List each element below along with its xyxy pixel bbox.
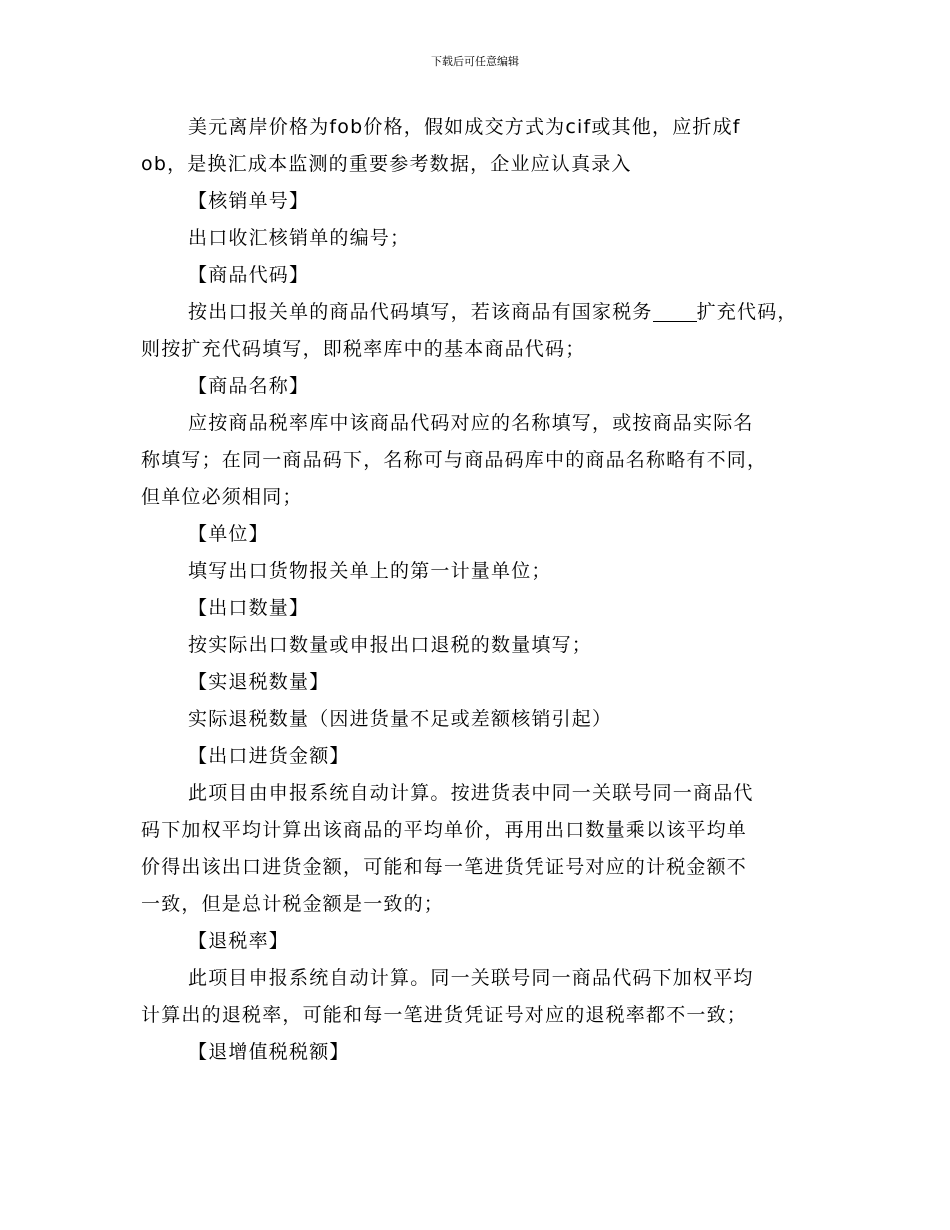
paragraph-line: 出口收汇核销单的编号； xyxy=(188,227,411,249)
section-heading: 【退增值税税额】 xyxy=(188,1041,350,1063)
blank-underline xyxy=(653,301,697,322)
section-heading: 【出口数量】 xyxy=(188,597,310,619)
paragraph-line: 此项目由申报系统自动计算。按进货表中同一关联号同一商品代 xyxy=(188,782,754,804)
section-heading: 【商品名称】 xyxy=(188,375,310,397)
section-heading: 【核销单号】 xyxy=(188,190,310,212)
paragraph-text: 扩充代码， xyxy=(696,301,798,323)
paragraph-line: 称填写；在同一商品码下，名称可与商品码库中的商品名称略有不同， xyxy=(141,449,768,471)
paragraph-line: 价得出该出口进货金额，可能和每一笔进货凭证号对应的计税金额不 xyxy=(141,856,748,878)
section-heading: 【实退税数量】 xyxy=(188,671,330,693)
paragraph-line: 填写出口货物报关单上的第一计量单位； xyxy=(188,560,552,582)
paragraph-line: 实际退税数量（因进货量不足或差额核销引起） xyxy=(188,708,613,730)
paragraph-line: 则按扩充代码填写，即税率库中的基本商品代码； xyxy=(141,338,586,360)
paragraph-line: 按实际出口数量或申报出口退税的数量填写； xyxy=(188,634,593,656)
section-heading: 【商品代码】 xyxy=(188,264,310,286)
document-body xyxy=(141,109,813,1071)
paragraph-line: 码下加权平均计算出该商品的平均单价，再用出口数量乘以该平均单 xyxy=(141,819,748,841)
paragraph-line: 应按商品税率库中该商品代码对应的名称填写，或按商品实际名 xyxy=(188,412,754,434)
paragraph-line: 一致，但是总计税金额是一致的； xyxy=(141,893,445,915)
paragraph-line: 但单位必须相同； xyxy=(141,486,303,508)
paragraph-line: 此项目申报系统自动计算。同一关联号同一商品代码下加权平均 xyxy=(188,967,754,989)
paragraph-line: 美元离岸价格为fob价格，假如成交方式为cif或其他，应折成f xyxy=(188,116,741,138)
section-heading: 【单位】 xyxy=(188,523,269,545)
paragraph-text: 按出口报关单的商品代码填写，若该商品有国家税务 xyxy=(188,301,653,323)
paragraph-line xyxy=(141,294,813,331)
section-heading: 【出口进货金额】 xyxy=(188,745,350,767)
page-header: 下载后可任意编辑 xyxy=(431,55,519,68)
paragraph-line: ob，是换汇成本监测的重要参考数据，企业应认真录入 xyxy=(141,153,632,175)
section-heading: 【退税率】 xyxy=(188,930,290,952)
paragraph-line: 计算出的退税率，可能和每一笔进货凭证号对应的退税率都不一致； xyxy=(141,1004,748,1026)
